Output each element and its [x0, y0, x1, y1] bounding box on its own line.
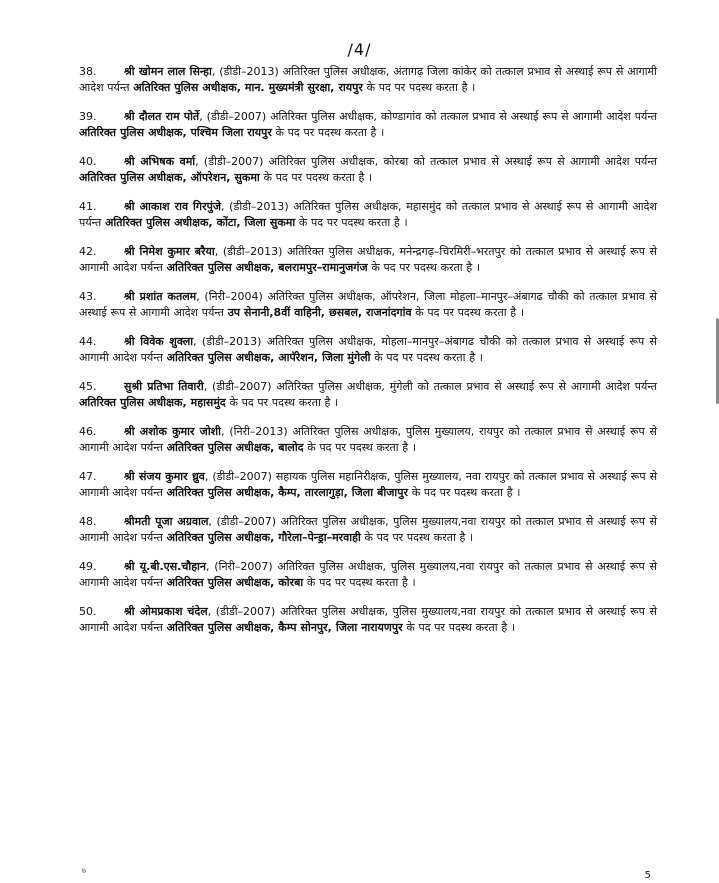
entry-name: श्री अभिषक वर्मा: [124, 155, 196, 168]
entry-closing: के पद पर पदस्थ करता है ।: [303, 441, 417, 454]
transfer-entry-42: [79, 244, 657, 276]
entry-number: 43.: [79, 290, 97, 303]
entry-details: , (डीडी–2007) अतिरिक्त पुलिस अधीक्षक, पुलिस मुख्यालय,नवा रायपुर को तत्काल प्रभाव से अस्थाई रूप से आगामी आदेश पर्यन्त: [79, 515, 657, 544]
transfer-entry-49: [79, 559, 657, 591]
entry-closing: के पद पर पदस्थ करता है ।: [370, 351, 483, 364]
entry-post: अतिरिक्त पुलिस अधीक्षक, महासमुंद: [79, 396, 226, 409]
entry-closing: के पद पर पदस्थ करता है ।: [362, 81, 476, 94]
entry-number: 38.: [79, 65, 97, 78]
entry-name: श्री विवेक शुक्ला: [124, 335, 194, 348]
entry-details: , (डीडी–2013) अतिरिक्त पुलिस अधीक्षक, मोहला–मानपुर–अंबागढ चौकी को तत्काल प्रभाव से अस्थाई रूप से आगामी आदेश पर्यन्त: [79, 335, 657, 364]
entry-details: , (निरी–2007) अतिरिक्त पुलिस अधीक्षक, पुलिस मुख्यालय,नवा रायपुर को तत्काल प्रभाव से अस्थाई रूप से आगामी आदेश पर्यन्त: [79, 560, 657, 589]
entry-name: श्री अशोक कुमार जोशी: [124, 425, 222, 438]
entry-post: अतिरिक्त पुलिस अधीक्षक, कैम्प, तारलागुड़ा, जिला बीजापुर: [166, 486, 409, 499]
entry-name: सुश्री प्रतिभा तिवारी: [124, 380, 204, 393]
entry-closing: के पद पर पदस्थ करता है ।: [367, 261, 481, 274]
entry-number: 48.: [79, 515, 97, 528]
footer-page-number: 5: [644, 870, 651, 881]
entry-name: श्री संजय कुमार ध्रुव: [124, 470, 205, 483]
transfer-entry-47: [79, 469, 657, 501]
entry-post: अतिरिक्त पुलिस अधीक्षक, कैम्प सोनपुर, जिला नारायणपुर: [166, 621, 403, 634]
entry-number: 41.: [79, 200, 97, 213]
entry-closing: के पद पर पदस्थ करता है ।: [271, 126, 385, 139]
entry-name: श्री दौलत राम पोर्ते: [124, 110, 200, 123]
entry-name: श्री खोमन लाल सिन्हा: [124, 65, 212, 78]
entry-number: 46.: [79, 425, 97, 438]
entry-name: श्री प्रशांत कतलम: [124, 290, 197, 303]
entry-number: 40.: [79, 155, 97, 168]
transfer-entry-38: [79, 64, 657, 96]
entry-details: , (डीडी–2013) अतिरिक्त पुलिस अधीक्षक, महासमुंद को तत्काल प्रभाव से अस्थाई रूप से आगामी आदेश पर्यन्त: [79, 200, 657, 229]
entry-closing: के पद पर पदस्थ करता है ।: [360, 531, 474, 544]
transfer-entry-45: [79, 379, 657, 411]
entry-post: अतिरिक्त पुलिस अधीक्षक, पश्चिम जिला रायपुर: [79, 126, 272, 139]
entry-closing: के पद पर पदस्थ करता है ।: [259, 171, 373, 184]
entry-closing: के पद पर पदस्थ करता है ।: [408, 486, 521, 499]
entry-details: , (निरी–2013) अतिरिक्त पुलिस अधीक्षक, पुलिस मुख्यालय, रायपुर को तत्काल प्रभाव से अस्थाई रूप से आगामी आदेश पर्यन्त: [79, 425, 657, 454]
entry-details: , (डीडी–2007) अतिरिक्त पुलिस अधीक्षक, मुंगेली को तत्काल प्रभाव से अस्थाई रूप से आगामी आदेश पर्यन्त: [203, 380, 657, 393]
entry-number: 44.: [79, 335, 97, 348]
transfer-entry-48: [79, 514, 657, 546]
entry-post: अतिरिक्त पुलिस अधीक्षक, कोंटा, जिला सुकमा: [104, 216, 296, 229]
entry-number: 50.: [79, 605, 97, 618]
entry-number: 47.: [79, 470, 97, 483]
transfer-entry-46: [79, 424, 657, 456]
entry-post: अतिरिक्त पुलिस अधीक्षक, कोरबा: [166, 576, 304, 589]
entry-details: , (डीडी–2007) अतिरिक्त पुलिस अधीक्षक, कोण्डागांव को तत्काल प्रभाव से अस्थाई रूप से आगामी आदेश पर्यन्त: [199, 110, 658, 123]
entry-name: श्रीमती पूजा अग्रवाल: [124, 515, 209, 528]
entry-closing: के पद पर पदस्थ करता है ।: [303, 576, 416, 589]
transfer-entry-43: [79, 289, 657, 321]
entry-number: 39.: [79, 110, 97, 123]
entry-post: अतिरिक्त पुलिस अधीक्षक, बलरामपुर–रामानुजगंज: [166, 261, 368, 274]
entry-name: श्री ओमप्रकाश चंदेल: [124, 605, 208, 618]
entry-number: 45.: [79, 380, 97, 393]
footer-left-mark: ᵇ: [82, 868, 87, 879]
entry-details: , (डीडी–2013) अतिरिक्त पुलिस अधीक्षक, मनेन्द्रगढ़–चिरमिरी–भरतपुर को तत्काल प्रभाव से अस्थाई रूप से आगामी आदेश पर्यन्त: [79, 245, 657, 274]
entry-closing: के पद पर पदस्थ करता है ।: [225, 396, 339, 409]
entry-name: श्री आकाश राव गिरपुंजे: [124, 200, 221, 213]
entry-name: श्री निमेश कुमार बरैया: [124, 245, 215, 258]
entry-details: , (निरी–2004) अतिरिक्त पुलिस अधीक्षक, ऑपरेशन, जिला मोहला–मानपुर–अंबागढ चौकी को तत्काल प्रभाव से अस्थाई रूप से आगामी आदेश पर्यन्त: [79, 290, 657, 319]
entry-closing: के पद पर पदस्थ करता है ।: [402, 621, 516, 634]
entry-details: , (डीडी–2007) अतिरिक्त पुलिस अधीक्षक, पुलिस मुख्यालय,नवा रायपुर को तत्काल प्रभाव से अस्थाई रूप से आगामी आदेश पर्यन्त: [79, 605, 657, 634]
entry-post: उप सेनानी,8वीं वाहिनी, छसबल, राजनांदगांव: [227, 306, 412, 319]
entry-post: अतिरिक्त पुलिस अधीक्षक, मान. मुख्यमंत्री सुरक्षा, रायपुर: [133, 81, 363, 94]
entry-post: अतिरिक्त पुलिस अधीक्षक, ऑपरेशन, सुकमा: [79, 171, 260, 184]
entry-details: , (डीडी–2007) अतिरिक्त पुलिस अधीक्षक, कोरबा को तत्काल प्रभाव से अस्थाई रूप से आगामी आदेश पर्यन्त: [195, 155, 658, 168]
transfer-entry-50: [79, 604, 657, 636]
entry-closing: के पद पर पदस्थ करता है ।: [411, 306, 524, 319]
entry-post: अतिरिक्त पुलिस अधीक्षक, बालोद: [166, 441, 304, 454]
entry-closing: के पद पर पदस्थ करता है ।: [295, 216, 408, 229]
entry-number: 42.: [79, 245, 97, 258]
transfer-entry-41: [79, 199, 657, 231]
entry-details: , (डीडी–2013) अतिरिक्त पुलिस अधीक्षक, अंतागढ़ जिला कांकेर को तत्काल प्रभाव से अस्थाई रूप से आगामी आदेश पर्यन्त: [79, 65, 657, 94]
entry-name: श्री यू.बी.एस.चौहान: [124, 560, 206, 573]
entry-details: , (डीडी–2007) सहायक पुलिस महानिरीक्षक, पुलिस मुख्यालय, नवा रायपुर को तत्काल प्रभाव से अस्थाई रूप से आगामी आदेश पर्यन्त: [79, 470, 657, 499]
entries-list: [79, 64, 657, 649]
entry-post: अतिरिक्त पुलिस अधीक्षक, आपॅरेशन, जिला मुंगेली: [166, 351, 371, 364]
transfer-entry-39: [79, 109, 657, 141]
transfer-entry-40: [79, 154, 657, 186]
entry-number: 49.: [79, 560, 97, 573]
transfer-entry-44: [79, 334, 657, 366]
entry-post: अतिरिक्त पुलिस अधीक्षक, गौरेला–पेन्ड्रा–मरवाही: [166, 531, 361, 544]
page-number: /4/: [347, 40, 372, 59]
